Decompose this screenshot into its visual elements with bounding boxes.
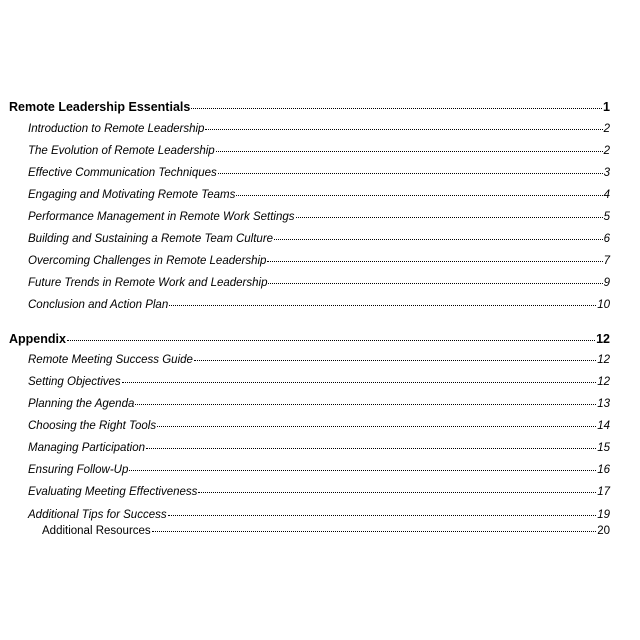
dot-leader xyxy=(122,382,597,383)
dot-leader xyxy=(218,173,603,174)
toc-entry-title: Choosing the Right Tools xyxy=(28,420,157,432)
toc-heading-title: Remote Leadership Essentials xyxy=(9,100,191,114)
toc-page-number: 12 xyxy=(597,376,610,388)
toc-entry-title: Future Trends in Remote Work and Leadership xyxy=(28,277,268,289)
toc-entry xyxy=(28,167,610,179)
toc-entry-title: Remote Meeting Success Guide xyxy=(28,354,193,366)
dot-leader xyxy=(146,448,596,449)
toc-page-number: 12 xyxy=(596,332,610,346)
toc-entry xyxy=(28,255,610,267)
toc-entry xyxy=(28,509,610,521)
toc-entry xyxy=(28,277,610,289)
toc-page-number: 7 xyxy=(603,255,610,267)
toc-entry-title: Introduction to Remote Leadership xyxy=(28,123,205,135)
dot-leader xyxy=(274,239,603,240)
toc-page-number: 15 xyxy=(597,442,610,454)
toc-entry-title: Planning the Agenda xyxy=(28,398,135,410)
toc-sub-entry xyxy=(42,525,610,537)
toc-entry xyxy=(28,189,610,201)
toc-entry xyxy=(28,233,610,245)
toc-entry-title: Ensuring Follow-Up xyxy=(28,464,129,476)
toc-heading xyxy=(9,332,610,346)
toc-entry-title: Engaging and Motivating Remote Teams xyxy=(28,189,236,201)
toc-page-number: 2 xyxy=(603,123,610,135)
dot-leader xyxy=(135,404,596,405)
toc-entry-title: Additional Tips for Success xyxy=(28,509,167,521)
dot-leader xyxy=(67,340,595,341)
toc-entry xyxy=(28,145,610,157)
dot-leader xyxy=(236,195,602,196)
dot-leader xyxy=(157,426,596,427)
dot-leader xyxy=(198,492,596,493)
dot-leader xyxy=(216,151,603,152)
toc-page-number: 17 xyxy=(597,486,610,498)
toc-page-number: 13 xyxy=(597,398,610,410)
toc-entry xyxy=(28,398,610,410)
toc-page-number: 3 xyxy=(603,167,610,179)
dot-leader xyxy=(267,261,602,262)
toc-page-number: 1 xyxy=(603,100,610,114)
toc-heading xyxy=(9,100,610,114)
toc-entry-title: Setting Objectives xyxy=(28,376,121,388)
toc-entry-title: Conclusion and Action Plan xyxy=(28,299,169,311)
toc-heading-title: Appendix xyxy=(9,332,66,346)
toc-entry-title: Effective Communication Techniques xyxy=(28,167,217,179)
toc-page-number: 12 xyxy=(597,354,610,366)
toc-entry xyxy=(28,420,610,432)
toc-page-number: 5 xyxy=(603,211,610,223)
toc-entry xyxy=(28,442,610,454)
dot-leader xyxy=(169,305,596,306)
toc-entry xyxy=(28,211,610,223)
toc-page-number: 4 xyxy=(603,189,610,201)
toc-page-number: 16 xyxy=(597,464,610,476)
toc-page-number: 9 xyxy=(603,277,610,289)
dot-leader xyxy=(191,108,602,109)
toc-entry-title: Overcoming Challenges in Remote Leadership xyxy=(28,255,267,267)
toc-page-number: 20 xyxy=(597,525,610,537)
dot-leader xyxy=(152,531,597,532)
dot-leader xyxy=(129,470,596,471)
toc-entry xyxy=(28,486,610,498)
toc-entry xyxy=(28,123,610,135)
toc-page-number: 6 xyxy=(603,233,610,245)
toc-entry-title: Building and Sustaining a Remote Team Culture xyxy=(28,233,274,245)
toc-entry-title: Additional Resources xyxy=(42,525,151,537)
toc-entry xyxy=(28,376,610,388)
toc-entry xyxy=(28,354,610,366)
toc-entry xyxy=(28,464,610,476)
toc-entry-title: Performance Management in Remote Work Settings xyxy=(28,211,295,223)
toc-page-number: 19 xyxy=(597,509,610,521)
dot-leader xyxy=(296,217,603,218)
toc-entry xyxy=(28,299,610,311)
dot-leader xyxy=(168,515,597,516)
toc-entry-title: The Evolution of Remote Leadership xyxy=(28,145,215,157)
toc-page-number: 2 xyxy=(603,145,610,157)
toc-entry-title: Evaluating Meeting Effectiveness xyxy=(28,486,198,498)
dot-leader xyxy=(194,360,596,361)
toc-page-number: 14 xyxy=(597,420,610,432)
toc-page-number: 10 xyxy=(597,299,610,311)
dot-leader xyxy=(268,283,602,284)
toc-entry-title: Managing Participation xyxy=(28,442,145,454)
dot-leader xyxy=(205,129,602,130)
